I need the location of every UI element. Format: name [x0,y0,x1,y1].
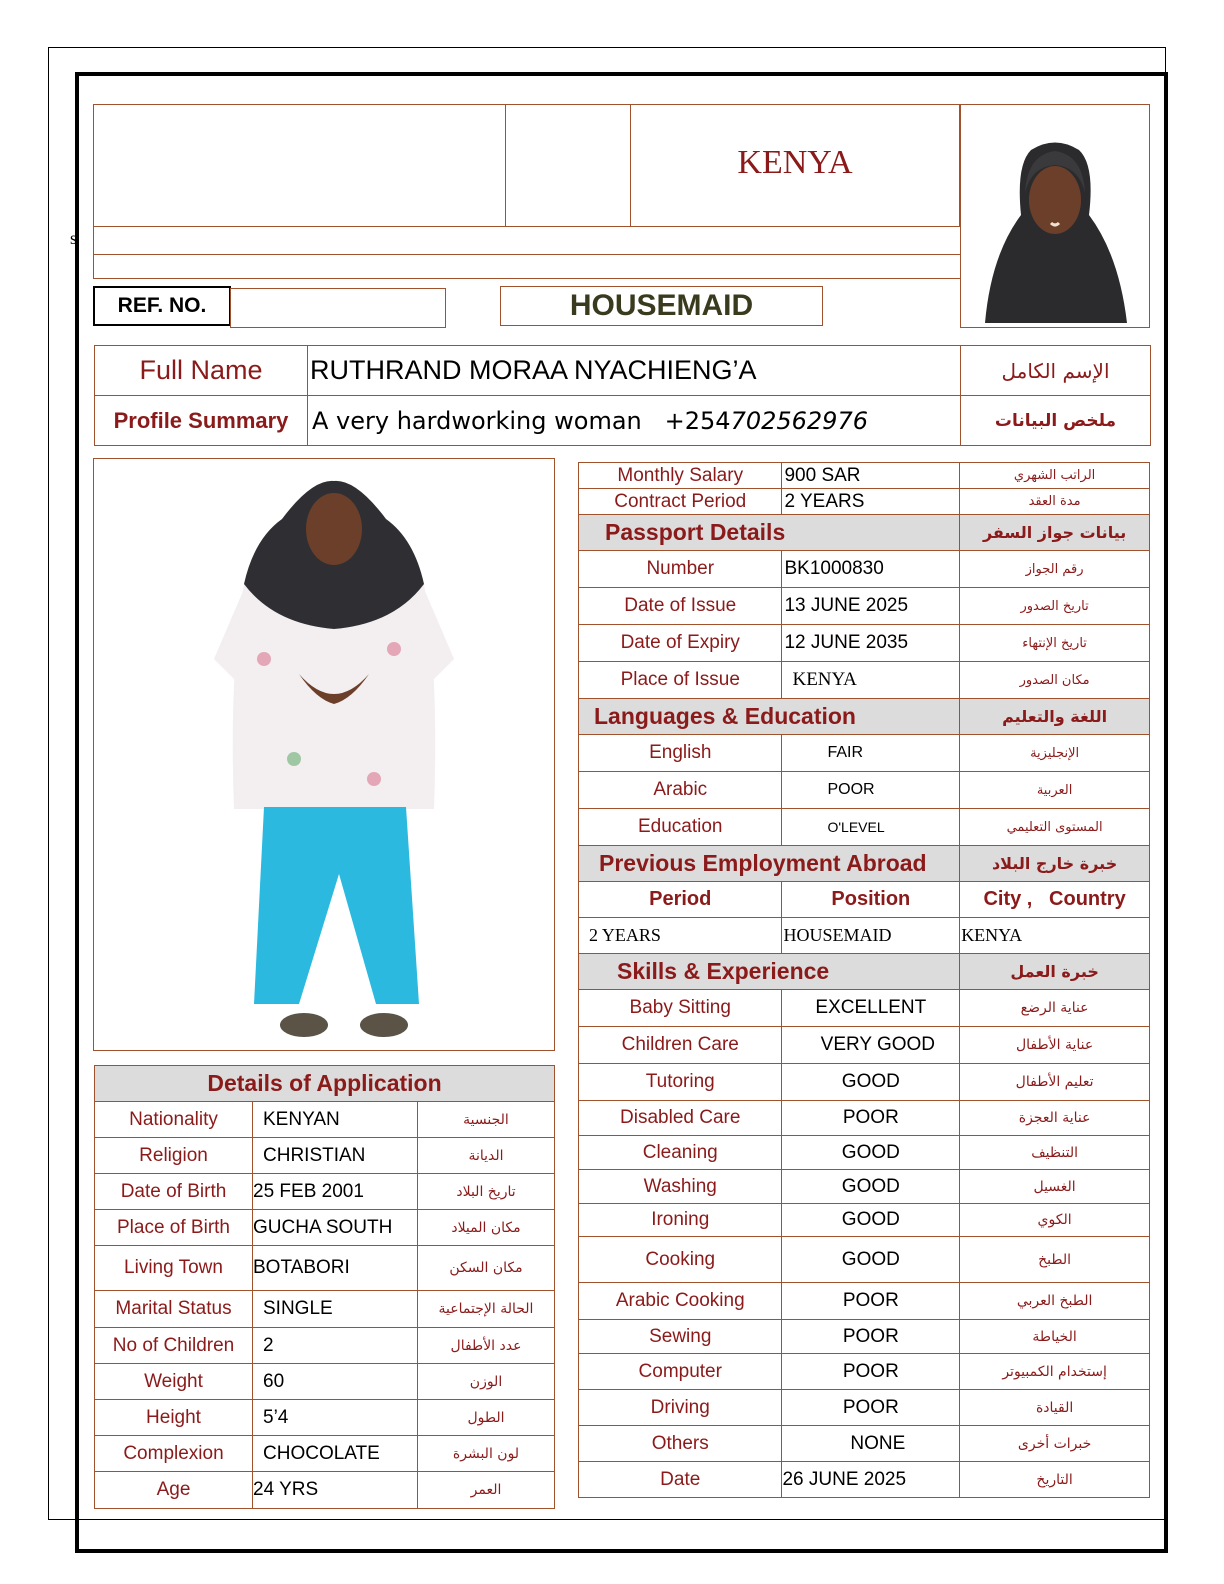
app-value: SINGLE [253,1291,418,1328]
skill-label: Tutoring [579,1064,782,1101]
prev-header-period: Period [579,882,782,918]
app-label: Religion [95,1138,253,1174]
skill-ar: الغسيل [960,1170,1150,1204]
skill-ar: تعليم الأطفال [960,1064,1150,1101]
app-label: Marital Status [95,1291,253,1328]
skill-value: POOR [782,1101,960,1136]
skill-ar: الطبخ العربي [960,1283,1150,1320]
passport-value: BK1000830 [782,551,960,588]
skill-value: GOOD [782,1204,960,1237]
app-label: No of Children [95,1328,253,1364]
language-value: FAIR [782,735,960,772]
app-label: Place of Birth [95,1210,253,1246]
application-table [94,1065,555,1509]
app-value: 60 [253,1364,418,1400]
profile-text: A very hardworking woman [312,406,642,435]
skill-label: Baby Sitting [579,990,782,1027]
skill-value: EXCELLENT [782,990,960,1027]
app-value: GUCHA SOUTH [253,1210,418,1246]
skill-ar: إستخدام الكمبيوتر [960,1354,1150,1390]
app-value: 5’4 [253,1400,418,1436]
language-label: Education [579,809,782,846]
app-ar: الوزن [418,1364,555,1400]
terms-ar: الراتب الشهري [960,463,1150,489]
skill-label: Children Care [579,1027,782,1064]
header-box-left [93,104,506,227]
passport-value: 13 JUNE 2025 [782,588,960,625]
skill-label: Driving [579,1390,782,1426]
skill-ar: التنظيف [960,1136,1150,1170]
ref-label: REF. NO. [117,294,207,317]
app-ar: العمر [418,1472,555,1509]
language-ar: العربية [960,772,1150,809]
details-table [578,462,1150,1498]
skill-ar: عناية العجزة [960,1101,1150,1136]
language-ar: الإنجليزية [960,735,1150,772]
passport-title-ar: بيانات جواز السفر [960,515,1150,551]
skill-label: Arabic Cooking [579,1283,782,1320]
ref-value-box [230,288,446,328]
app-label: Nationality [95,1102,253,1138]
skill-label: Sewing [579,1320,782,1354]
app-label: Weight [95,1364,253,1400]
prev-header-country: City , Country [960,882,1150,918]
app-value: 2 [253,1328,418,1364]
passport-label: Date of Expiry [579,625,782,662]
passport-value: KENYA [782,662,960,699]
skill-value: POOR [782,1390,960,1426]
skill-value: GOOD [782,1136,960,1170]
passport-title: Passport Details [579,515,960,551]
skill-ar: الكوي [960,1204,1150,1237]
skill-ar: التاريخ [960,1462,1150,1498]
header-strip-2 [93,254,961,279]
headshot-image [961,105,1149,327]
skill-ar: القيادة [960,1390,1150,1426]
passport-label: Number [579,551,782,588]
app-value: 24 YRS [253,1472,418,1509]
position-box [500,286,823,326]
terms-label: Monthly Salary [579,463,782,489]
passport-ar: تاريخ الصدور [960,588,1150,625]
skill-value: POOR [782,1320,960,1354]
prev-period: 2 YEARS [579,918,782,954]
app-label: Complexion [95,1436,253,1472]
app-value: CHOCOLATE [253,1436,418,1472]
application-title: Details of Application [95,1066,555,1102]
name-profile-table [94,345,1151,446]
skills-title-ar: خبرة العمل [960,954,1150,990]
app-ar: مكان الميلاد [418,1210,555,1246]
language-value: O'LEVEL [782,809,960,846]
terms-ar: مدة العقد [960,489,1150,515]
app-label: Date of Birth [95,1174,253,1210]
passport-value: 12 JUNE 2035 [782,625,960,662]
app-value: CHRISTIAN [253,1138,418,1174]
profile-summary [308,396,961,446]
skill-value: VERY GOOD [782,1027,960,1064]
skill-ar: الطبخ [960,1237,1150,1283]
skill-value: GOOD [782,1237,960,1283]
skills-title: Skills & Experience [579,954,960,990]
ref-label-box [93,286,231,326]
prev-position: HOUSEMAID [782,918,960,954]
prev-country: KENYA [960,918,1150,954]
skill-ar: عناية الرضع [960,990,1150,1027]
full-name-ar: الإسم الكامل [961,346,1151,396]
skill-ar: عناية الأطفال [960,1027,1150,1064]
phone-prefix: +254 [664,406,731,435]
skill-label: Washing [579,1170,782,1204]
prev-header-position: Position [782,882,960,918]
phone-number: 702562976 [730,406,868,435]
profile-label: Profile Summary [95,396,308,446]
app-ar: الطول [418,1400,555,1436]
skill-value: 26 JUNE 2025 [782,1462,960,1498]
position-title: HOUSEMAID [569,289,754,322]
terms-value: 2 YEARS [782,489,960,515]
prev-employment-title-ar: خبرة خارج البلاد [960,846,1150,882]
skill-value: GOOD [782,1064,960,1101]
skill-value: POOR [782,1283,960,1320]
terms-label: Contract Period [579,489,782,515]
skill-ar: خبرات أخرى [960,1426,1150,1462]
profile-ar: ملخص البيانات [961,396,1151,446]
country-title: KENYA [737,143,853,181]
app-label: Height [95,1400,253,1436]
skill-value: NONE [782,1426,960,1462]
skill-label: Others [579,1426,782,1462]
skill-label: Cooking [579,1237,782,1283]
app-ar: الديانة [418,1138,555,1174]
app-ar: عدد الأطفال [418,1328,555,1364]
app-ar: مكان السكن [418,1246,555,1291]
skill-value: GOOD [782,1170,960,1204]
passport-label: Place of Issue [579,662,782,699]
app-ar: الحالة الإجتماعية [418,1291,555,1328]
passport-ar: تاريخ الإنتهاء [960,625,1150,662]
language-label: Arabic [579,772,782,809]
language-label: English [579,735,782,772]
header-box-mid [505,104,631,227]
full-name-label: Full Name [95,346,308,396]
app-ar: الجنسية [418,1102,555,1138]
country-box [630,104,960,227]
app-value: BOTABORI [253,1246,418,1291]
app-ar: لون البشرة [418,1436,555,1472]
app-value: KENYAN [253,1102,418,1138]
headshot-photo [960,104,1150,328]
prev-employment-title: Previous Employment Abroad [579,846,960,882]
app-ar: تاريخ البلاد [418,1174,555,1210]
skill-label: Ironing [579,1204,782,1237]
skill-label: Disabled Care [579,1101,782,1136]
app-label: Living Town [95,1246,253,1291]
passport-ar: رقم الجواز [960,551,1150,588]
full-name-value: RUTHRAND MORAA NYACHIENG’A [308,346,961,396]
full-body-image [94,459,554,1050]
language-ar: المستوى التعليمي [960,809,1150,846]
passport-ar: مكان الصدور [960,662,1150,699]
skill-label: Computer [579,1354,782,1390]
languages-title-ar: اللغة والتعليم [960,699,1150,735]
full-body-photo [93,458,555,1051]
skill-ar: الخياطة [960,1320,1150,1354]
app-value: 25 FEB 2001 [253,1174,418,1210]
header-strip-1 [93,226,961,255]
passport-label: Date of Issue [579,588,782,625]
skill-label: Date [579,1462,782,1498]
skill-value: POOR [782,1354,960,1390]
languages-title: Languages & Education [579,699,960,735]
terms-value: 900 SAR [782,463,960,489]
app-label: Age [95,1472,253,1509]
language-value: POOR [782,772,960,809]
skill-label: Cleaning [579,1136,782,1170]
stray-mark: s [70,228,78,248]
